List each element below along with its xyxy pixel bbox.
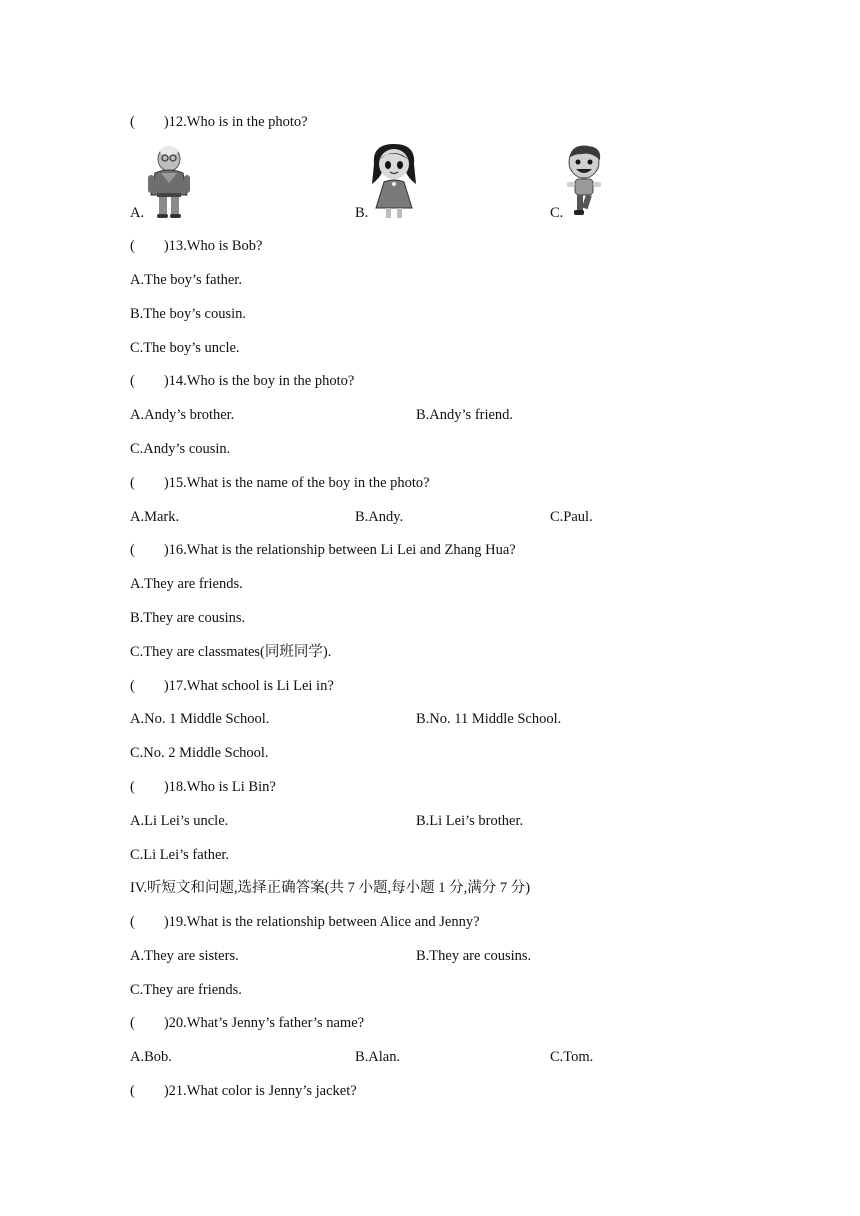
q12-option-b-label: B. <box>355 205 369 221</box>
question-21-stem: ( )21.What color is Jenny’s jacket? <box>130 1083 357 1099</box>
q15-option-c: C.Paul. <box>550 509 593 525</box>
question-18-stem: ( )18.Who is Li Bin? <box>130 779 276 795</box>
q16-option-a: A.They are friends. <box>130 576 243 592</box>
q15-option-a: A.Mark. <box>130 509 180 525</box>
boy-icon <box>562 144 608 220</box>
q17-option-c: C.No. 2 Middle School. <box>130 745 269 761</box>
old-man-icon <box>143 143 195 219</box>
q18-option-b: B.Li Lei’s brother. <box>416 813 524 829</box>
q17-option-b: B.No. 11 Middle School. <box>416 711 562 727</box>
q14-option-b: B.Andy’s friend. <box>416 407 514 423</box>
q20-option-b: B.Alan. <box>355 1049 401 1065</box>
question-19-stem: ( )19.What is the relationship between Alice and Jenny? <box>130 914 480 930</box>
q20-option-a: A.Bob. <box>130 1049 172 1065</box>
q18-option-a: A.Li Lei’s uncle. <box>130 813 229 829</box>
q12-option-a-label: A. <box>130 205 145 221</box>
q16-option-c: C.They are classmates(同班同学). <box>130 644 332 660</box>
q20-option-c: C.Tom. <box>550 1049 594 1065</box>
q13-option-a: A.The boy’s father. <box>130 272 242 288</box>
question-17-stem: ( )17.What school is Li Lei in? <box>130 678 334 694</box>
section-4-heading: IV.听短文和问题,选择正确答案(共 7 小题,每小题 1 分,满分 7 分) <box>130 880 531 896</box>
q15-option-b: B.Andy. <box>355 509 404 525</box>
q19-option-c: C.They are friends. <box>130 982 242 998</box>
q18-option-c: C.Li Lei’s father. <box>130 847 230 863</box>
question-20-stem: ( )20.What’s Jenny’s father’s name? <box>130 1015 365 1031</box>
question-14-stem: ( )14.Who is the boy in the photo? <box>130 373 355 389</box>
girl-icon <box>368 142 420 220</box>
question-12-stem: ( )12.Who is in the photo? <box>130 114 308 130</box>
q14-option-a: A.Andy’s brother. <box>130 407 235 423</box>
q19-option-b: B.They are cousins. <box>416 948 532 964</box>
q13-option-b: B.The boy’s cousin. <box>130 306 246 322</box>
q13-option-c: C.The boy’s uncle. <box>130 340 240 356</box>
question-16-stem: ( )16.What is the relationship between Li Lei and Zhang Hua? <box>130 542 516 558</box>
q14-option-c: C.Andy’s cousin. <box>130 441 231 457</box>
question-15-stem: ( )15.What is the name of the boy in the photo? <box>130 475 430 491</box>
q12-option-c-label: C. <box>550 205 564 221</box>
question-13-stem: ( )13.Who is Bob? <box>130 238 263 254</box>
q17-option-a: A.No. 1 Middle School. <box>130 711 270 727</box>
q19-option-a: A.They are sisters. <box>130 948 239 964</box>
q16-option-b: B.They are cousins. <box>130 610 246 626</box>
